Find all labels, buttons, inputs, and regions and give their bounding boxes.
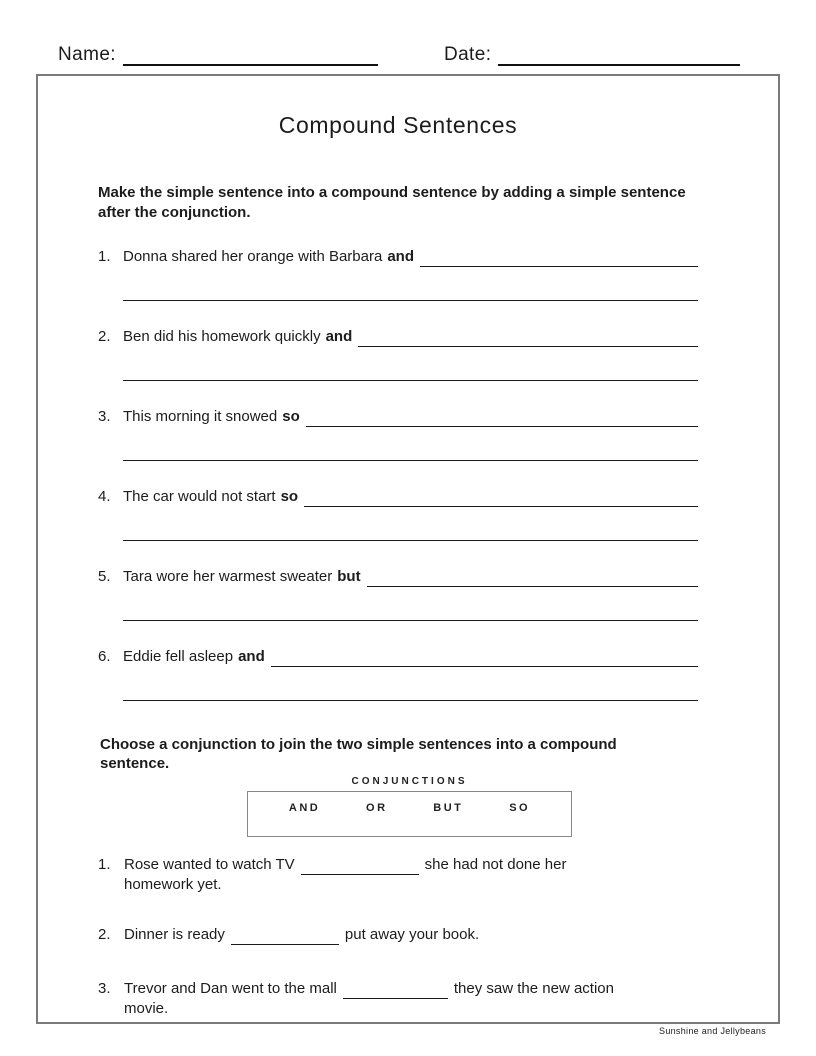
fill-in-row <box>98 925 698 945</box>
word-bank-option-so: SO <box>509 802 531 815</box>
question-number: 6. <box>98 647 111 665</box>
answer-blank-full <box>123 540 698 541</box>
word-bank-option-but: BUT <box>433 802 464 815</box>
answer-blank-inline <box>367 569 698 587</box>
answer-blank-full <box>123 700 698 701</box>
conjunction-blank <box>231 929 339 945</box>
sentence-before-blank: Dinner is ready <box>124 926 225 944</box>
conjunction-blank <box>301 859 419 875</box>
question-text: Tara wore her warmest sweater <box>123 567 333 585</box>
question-item-2 <box>98 327 698 381</box>
conjunction-word: so <box>280 487 299 505</box>
word-bank-box <box>247 791 572 837</box>
fill-in-row <box>98 855 698 875</box>
question-item-3 <box>98 407 698 461</box>
question-number: 2. <box>98 926 111 944</box>
word-bank-option-and: AND <box>288 802 321 815</box>
worksheet-title: Compound Sentences <box>278 112 518 138</box>
name-date-header <box>0 0 816 66</box>
question-text: This morning it snowed <box>123 407 278 425</box>
fill-in-item-3 <box>98 979 698 1019</box>
sentence-before-blank: Rose wanted to watch TV <box>124 856 295 874</box>
conjunction-word: so <box>282 407 300 425</box>
question-text: The car would not start <box>123 487 276 505</box>
answer-blank-full <box>123 380 698 381</box>
fill-in-row <box>98 979 698 999</box>
credit-footer: Sunshine and Jellybeans <box>659 1026 766 1036</box>
conjunction-blank <box>343 983 448 999</box>
name-label: Name: <box>58 44 116 65</box>
question-number: 1. <box>98 247 111 265</box>
question-number: 1. <box>98 856 111 874</box>
sentence-continuation: homework yet. <box>124 876 222 894</box>
question-item-5 <box>98 567 698 621</box>
fill-in-item-1 <box>98 855 698 895</box>
sentence-continuation: movie. <box>124 1000 169 1018</box>
question-row <box>98 487 698 507</box>
conjunction-word: and <box>325 327 353 345</box>
question-item-1 <box>98 247 698 301</box>
question-item-6 <box>98 647 698 701</box>
question-number: 3. <box>98 407 111 425</box>
worksheet-body <box>36 74 780 1024</box>
word-bank-option-or: OR <box>366 802 388 815</box>
fill-in-item-2 <box>98 925 698 945</box>
question-row <box>98 567 698 587</box>
answer-blank-full <box>123 460 698 461</box>
sentence-after-blank: she had not done her <box>424 856 567 874</box>
question-text: Donna shared her orange with Barbara <box>123 247 383 265</box>
question-number: 3. <box>98 980 111 998</box>
sentence-after-blank: they saw the new action <box>453 980 614 998</box>
section2-instruction: Choose a conjunction to join the two simple sentences into a compound sentence. <box>100 735 617 773</box>
word-bank-label: CONJUNCTIONS <box>351 776 468 788</box>
section1-instruction: Make the simple sentence into a compound sentence by adding a simple sentence after the conjunction. <box>98 184 686 221</box>
question-row <box>98 407 698 427</box>
date-label: Date: <box>443 44 492 65</box>
name-blank-line <box>123 45 378 66</box>
question-row <box>98 647 698 667</box>
question-text: Ben did his homework quickly <box>123 327 321 345</box>
question-number: 4. <box>98 487 111 505</box>
sentence-before-blank: Trevor and Dan went to the mall <box>124 980 337 998</box>
question-row <box>98 247 698 267</box>
answer-blank-inline <box>304 489 698 507</box>
question-number: 2. <box>98 327 111 345</box>
answer-blank-full <box>123 620 698 621</box>
conjunctions-word-bank <box>247 776 572 837</box>
section1-question-list <box>98 247 698 701</box>
answer-blank-inline <box>306 409 698 427</box>
question-row <box>98 327 698 347</box>
answer-blank-inline <box>420 249 698 267</box>
sentence-after-blank: put away your book. <box>344 926 480 944</box>
question-item-4 <box>98 487 698 541</box>
question-number: 5. <box>98 567 111 585</box>
answer-blank-inline <box>358 329 698 347</box>
conjunction-word: and <box>238 647 265 665</box>
section2-question-list <box>98 855 698 1019</box>
answer-blank-full <box>123 300 698 301</box>
conjunction-word: and <box>387 247 415 265</box>
conjunction-word: but <box>337 567 361 585</box>
question-text: Eddie fell asleep <box>123 647 234 665</box>
answer-blank-inline <box>271 649 698 667</box>
date-blank-line <box>498 45 740 66</box>
